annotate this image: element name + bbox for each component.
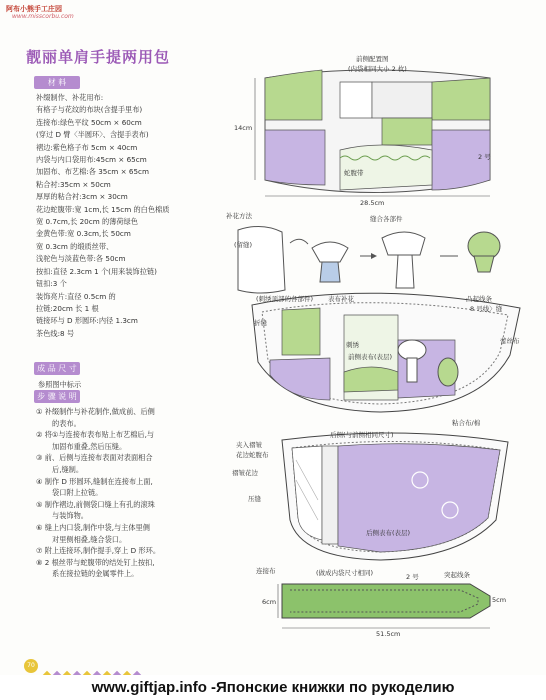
step-line: ③ 前、后侧与连接布表面对表面相合: [36, 453, 153, 463]
materials-heading: 材 料: [34, 76, 80, 89]
step-line: ⑤ 制作褶边,前侧袋口缝上有孔的滚珠: [36, 499, 155, 509]
step-line: ⑧ 2 根丝带与蛇腹带的结处钉上按扣,: [36, 557, 155, 567]
applique-title: 补花方法: [226, 212, 252, 220]
back-sew: 花边蛇腹布: [236, 451, 269, 459]
finished-heading: 成 品 尺 寸: [34, 362, 80, 375]
material-line: 连接布:绿色平纹 50cm × 60cm: [36, 117, 142, 127]
step-line: ① 补缀制作与补花制作,做成前、后侧: [36, 407, 155, 416]
step-line: ⑥ 缝上内口袋,制作中袋,与主体里侧: [36, 522, 150, 532]
back-title: 后侧(与前侧相同尺寸): [330, 431, 394, 439]
bag-front: 前侧表布(表层): [348, 353, 393, 361]
material-line: 金黄色带:宽 0.3cm,长 50cm: [36, 229, 131, 239]
step-line-cont: 与装饰物。: [52, 511, 88, 521]
connect-title: 连接布: [256, 567, 276, 575]
material-line: 有格子与花纹的布块(含提手里布): [36, 105, 143, 115]
applique-embroider: (刺绣顶部的各部件): [256, 295, 314, 303]
material-line: 茶色线:8 号: [36, 328, 75, 338]
connect-note: 突起线条: [444, 571, 470, 579]
connect-strip-diagram: [278, 584, 490, 628]
front-title: 前侧配置图: [356, 55, 389, 63]
bag-pattern: 刺绣: [346, 341, 359, 349]
connect-sub: (做成内袋尺寸相同): [316, 569, 374, 577]
bag-bead: 粘合布/棉: [452, 419, 481, 427]
connect-6: 6cm: [262, 598, 277, 606]
width-label: 28.5cm: [360, 199, 385, 207]
material-line: 宽 0.7cm,长 20cm 的薄荷绿色: [36, 217, 138, 227]
back-pocket: 夹入褶皱: [236, 441, 262, 449]
footer-watermark: www.giftjap.info -Японские книжки по рукоделию: [0, 675, 546, 700]
back-frill: 褶皱花边: [232, 469, 258, 477]
material-line: 钮扣:3 个: [36, 279, 67, 289]
material-line: 装饰亮片:直径 0.5cm 的: [36, 291, 116, 301]
page-title: 靓丽单肩手提两用包: [26, 48, 171, 66]
back-body: 后侧表布(表层): [366, 529, 411, 537]
material-line: 加固布、布艺棉:各 35cm × 65cm: [36, 167, 149, 177]
step-line-cont: 系在接拉链的金属零件上。: [52, 569, 139, 579]
applique-8: 8 号线〉缝: [470, 305, 503, 313]
material-line: 拉链:20cm 长 1 根: [36, 303, 99, 313]
connect-2: 2 号: [406, 573, 419, 581]
step-line: ⑦ 附上连接环,制作提手,穿上 D 形环。: [36, 546, 161, 556]
step-line-cont: 加固布重叠,然后压缝。: [52, 441, 127, 451]
page-number: 70: [24, 659, 38, 673]
material-line: 厚厚的粘合衬:3cm × 30cm: [36, 192, 128, 202]
step-line-cont: 后,缝制。: [52, 464, 84, 474]
step-line-cont: 袋口附上拉链。: [52, 488, 103, 498]
step-line-cont: 的表布。: [52, 418, 81, 428]
applique-cut: (留缝): [234, 241, 253, 249]
material-line: 褶边:紫色格子布 5cm × 40cm: [36, 142, 138, 152]
height-label: 14cm: [234, 124, 253, 132]
header-url: www.misscorbu.com: [12, 13, 74, 20]
material-line: (穿过 D 臂〈半圆环〉、含提手表布): [36, 130, 149, 140]
applique-diagram: [238, 226, 500, 293]
front-layout-diagram: [255, 70, 490, 196]
front-sub: (内袋相同大小 2 枚): [348, 65, 407, 73]
applique-table: 表布补花: [328, 295, 354, 303]
material-line: 补缀制作、补花用布:: [36, 93, 104, 102]
material-line: 花边蛇腹带:宽 1cm,长 15cm 的白色棉质: [36, 204, 170, 214]
bag-gather: 折缝: [254, 319, 267, 327]
material-line: 链接环与 D 形圆环:内径 1.3cm: [36, 316, 138, 326]
step-line: ② 将①与连接布表布贴上布艺棉后,与: [36, 430, 155, 440]
bag-lace: 蕾丝布: [500, 337, 520, 345]
step-line: ④ 制作 D 形圆环,缝制在连接布上面,: [36, 476, 153, 486]
material-line: 宽 0.3cm 的缎质丝带、: [36, 241, 114, 251]
note-snake: 蛇腹带: [344, 169, 364, 177]
material-line: 按扣:直径 2.3cm 1 个(用来装饰拉链): [36, 266, 157, 276]
note-2: 2 号: [478, 153, 491, 161]
header-logo: 阿布小熊手工庄园: [6, 5, 62, 13]
connect-5: 5cm: [492, 596, 507, 604]
back-stitch: 压缝: [248, 495, 261, 503]
material-line: 浅驼色与淡蓝色带:各 50cm: [36, 254, 126, 264]
connect-51: 51.5cm: [376, 630, 401, 638]
applique-mushroom: 凸起线条: [466, 295, 492, 303]
material-line: 粘合衬:35cm × 50cm: [36, 179, 111, 189]
material-line: 内袋与内口袋用布:45cm × 65cm: [36, 155, 147, 165]
steps-heading: 步 骤 说 明: [34, 390, 80, 403]
step-line-cont: 对里侧相叠,缝合袋口。: [52, 534, 127, 544]
applique-stitch: 缝合各部件: [370, 215, 403, 223]
finished-ref: 参照图中标示: [38, 380, 82, 389]
back-bag-diagram: [282, 433, 508, 560]
